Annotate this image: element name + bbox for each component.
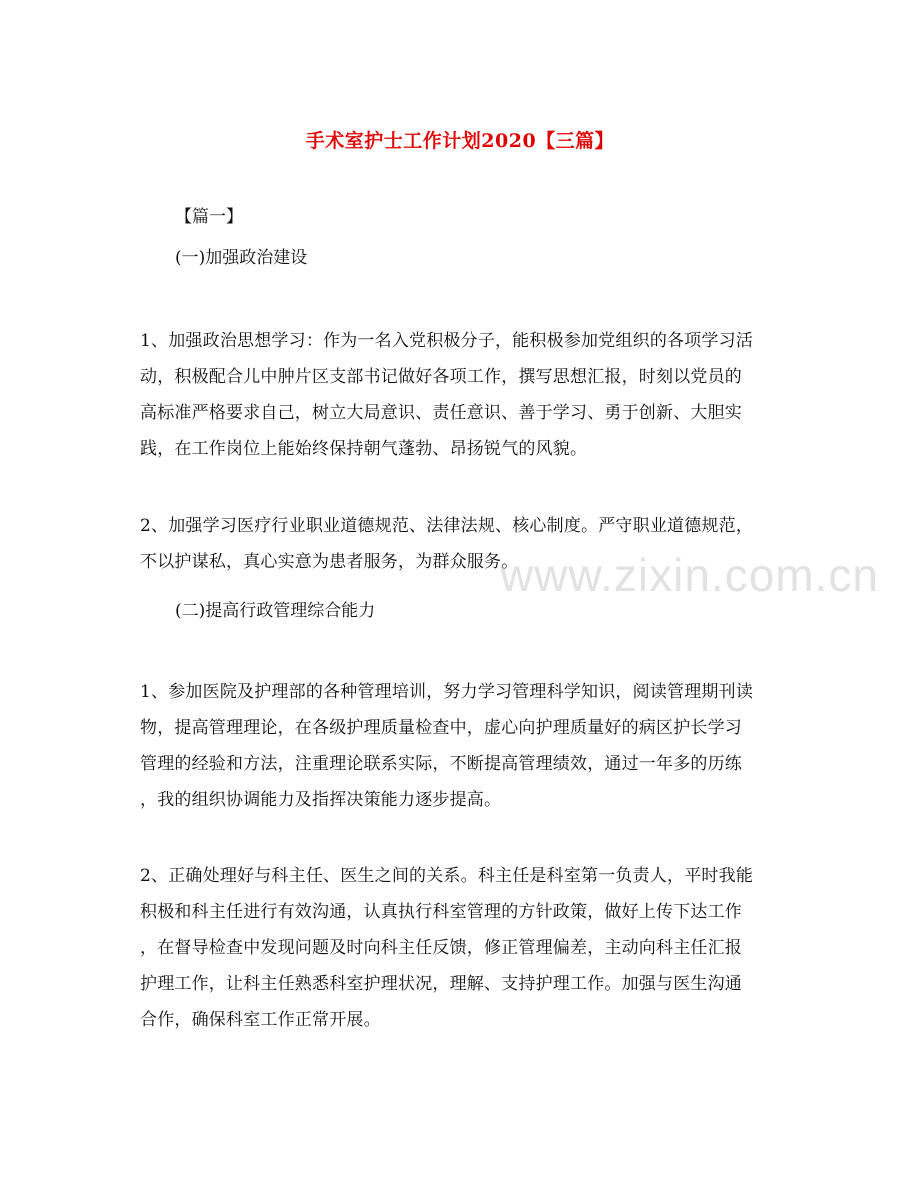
- section-label: 【篇一】: [175, 207, 243, 227]
- paragraph-line: 护理工作，让科主任熟悉科室护理状况，理解、支持护理工作。加强与医生沟通: [140, 974, 742, 994]
- paragraph-line: 管理的经验和方法，注重理论联系实际，不断提高管理绩效，通过一年多的历练: [140, 754, 742, 774]
- paragraph-line: 不以护谋私，真心实意为患者服务，为群众服务。: [140, 552, 519, 572]
- paragraph-line: 2、正确处理好与科主任、医生之间的关系。科主任是科室第一负责人，平时我能: [140, 866, 754, 886]
- paragraph-line: 2、加强学习医疗行业职业道德规范、法律法规、核心制度。严守职业道德规范，: [140, 516, 754, 536]
- paragraph-line: 积极和科主任进行有效沟通，认真执行科室管理的方针政策，做好上传下达工作: [140, 902, 742, 922]
- paragraph-line: 合作，确保科室工作正常开展。: [140, 1010, 381, 1030]
- subheading-political: (一)加强政治建设: [175, 248, 308, 268]
- paragraph-3: [140, 674, 790, 818]
- paragraph-line: 高标准严格要求自己，树立大局意识、责任意识、善于学习、勇于创新、大胆实: [140, 403, 742, 423]
- paragraph-line: 1、加强政治思想学习：作为一名入党积极分子，能积极参加党组织的各项学习活: [140, 331, 754, 351]
- watermark: www.zixin.com.cn: [500, 549, 879, 601]
- paragraph-line: ，在督导检查中发现问题及时向科主任反馈，修正管理偏差，主动向科主任汇报: [140, 938, 742, 958]
- paragraph-line: 1、参加医院及护理部的各种管理培训，努力学习管理科学知识，阅读管理期刊读: [140, 682, 754, 702]
- paragraph-line: 践，在工作岗位上能始终保持朝气蓬勃、昂扬锐气的风貌。: [140, 439, 588, 459]
- subheading-management: (二)提高行政管理综合能力: [175, 601, 376, 621]
- paragraph-line: ，我的组织协调能力及指挥决策能力逐步提高。: [140, 790, 502, 810]
- paragraph-4: [140, 858, 790, 1038]
- paragraph-1: [140, 323, 790, 467]
- paragraph-line: 动，积极配合儿中肿片区支部书记做好各项工作，撰写思想汇报，时刻以党员的: [140, 367, 742, 387]
- paragraph-line: 物，提高管理理论，在各级护理质量检查中，虚心向护理质量好的病区护长学习: [140, 718, 742, 738]
- document-title: 手术室护士工作计划2020【三篇】: [305, 130, 615, 152]
